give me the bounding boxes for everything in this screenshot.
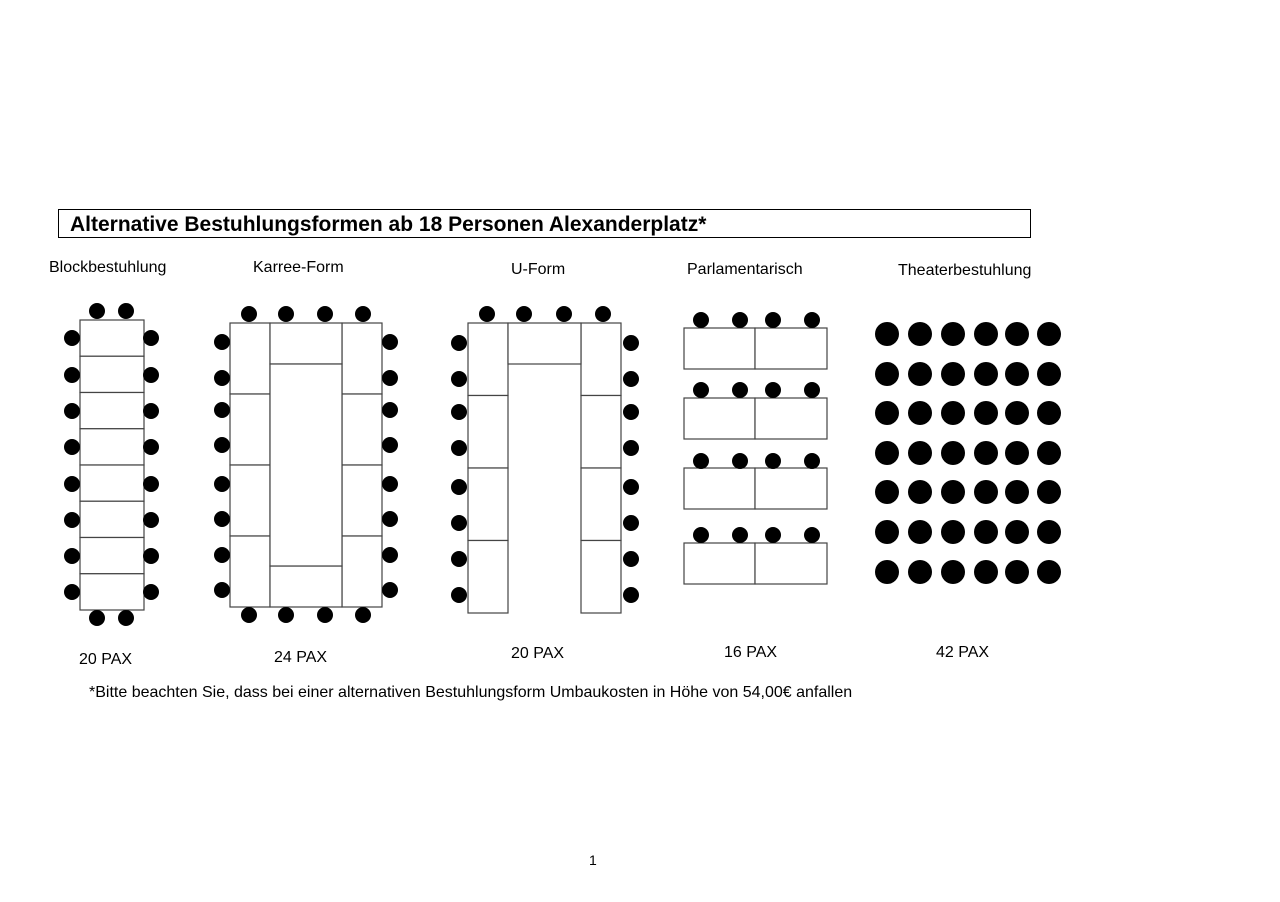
- chair: [941, 560, 965, 584]
- chair: [556, 306, 572, 322]
- table: [80, 393, 144, 429]
- chair: [623, 551, 639, 567]
- chair: [765, 312, 781, 328]
- chair: [214, 402, 230, 418]
- chair: [908, 322, 932, 346]
- chair: [941, 322, 965, 346]
- layout-name-parlamentarisch: Parlamentarisch: [687, 261, 803, 278]
- capacity-u-form: 20 PAX: [511, 645, 565, 662]
- chair: [89, 303, 105, 319]
- capacity-blockbestuhlung: 20 PAX: [79, 651, 133, 668]
- chair: [214, 547, 230, 563]
- chair: [118, 303, 134, 319]
- chair: [64, 476, 80, 492]
- chair: [214, 476, 230, 492]
- chair: [1037, 520, 1061, 544]
- chair: [143, 367, 159, 383]
- chair: [974, 560, 998, 584]
- table: [581, 396, 621, 469]
- chair: [941, 520, 965, 544]
- table: [468, 541, 508, 614]
- chair: [214, 582, 230, 598]
- chair: [875, 362, 899, 386]
- chair: [765, 453, 781, 469]
- chair: [623, 404, 639, 420]
- chair: [974, 480, 998, 504]
- chair: [693, 453, 709, 469]
- page-number: 1: [589, 852, 597, 868]
- chair: [355, 607, 371, 623]
- chair: [974, 362, 998, 386]
- chair: [1005, 322, 1029, 346]
- chair: [382, 511, 398, 527]
- chair: [623, 479, 639, 495]
- chair: [1005, 560, 1029, 584]
- table-center: [270, 364, 342, 566]
- footnote: *Bitte beachten Sie, dass bei einer alternativen Bestuhlungsform Umbaukosten in Höhe von 54,00€ anfallen: [89, 684, 853, 701]
- chair: [1005, 362, 1029, 386]
- table: [80, 320, 144, 356]
- page-title: Alternative Bestuhlungsformen ab 18 Personen Alexanderplatz*: [70, 213, 707, 236]
- table: [581, 541, 621, 614]
- chair: [143, 330, 159, 346]
- layout-name-theaterbestuhlung: Theaterbestuhlung: [898, 262, 1032, 279]
- chair: [941, 362, 965, 386]
- table: [755, 398, 827, 439]
- chair: [1005, 401, 1029, 425]
- table: [684, 328, 755, 369]
- chair: [241, 306, 257, 322]
- chair: [875, 560, 899, 584]
- chair: [908, 401, 932, 425]
- chair: [214, 370, 230, 386]
- chair: [623, 515, 639, 531]
- table: [342, 323, 382, 394]
- table: [342, 394, 382, 465]
- capacity-theaterbestuhlung: 42 PAX: [936, 644, 990, 661]
- chair: [355, 306, 371, 322]
- chair: [804, 312, 820, 328]
- diagram-u-form: [451, 306, 639, 613]
- chair: [214, 511, 230, 527]
- chair: [875, 401, 899, 425]
- chair: [875, 520, 899, 544]
- chair: [693, 527, 709, 543]
- table: [342, 465, 382, 536]
- table: [342, 536, 382, 607]
- chair: [908, 480, 932, 504]
- chair: [382, 334, 398, 350]
- chair: [278, 607, 294, 623]
- table: [755, 543, 827, 584]
- table: [468, 468, 508, 541]
- chair: [974, 322, 998, 346]
- table: [270, 323, 342, 364]
- chair: [241, 607, 257, 623]
- chair: [1037, 401, 1061, 425]
- layout-name-u-form: U-Form: [511, 261, 566, 278]
- chair: [875, 441, 899, 465]
- chair: [317, 607, 333, 623]
- chair: [1037, 441, 1061, 465]
- diagram-parlamentarisch: [684, 312, 827, 584]
- chair: [516, 306, 532, 322]
- chair: [765, 527, 781, 543]
- chair: [451, 515, 467, 531]
- chair: [732, 382, 748, 398]
- table: [230, 465, 270, 536]
- table: [80, 429, 144, 465]
- chair: [64, 367, 80, 383]
- chair: [732, 527, 748, 543]
- chair: [941, 401, 965, 425]
- chair: [451, 587, 467, 603]
- chair: [451, 551, 467, 567]
- chair: [64, 584, 80, 600]
- chair: [451, 371, 467, 387]
- chair: [623, 587, 639, 603]
- chair: [1005, 520, 1029, 544]
- table: [755, 328, 827, 369]
- table: [468, 323, 508, 396]
- chair: [908, 520, 932, 544]
- chair: [908, 441, 932, 465]
- chair: [732, 312, 748, 328]
- chair: [64, 548, 80, 564]
- chair: [214, 334, 230, 350]
- table: [230, 323, 270, 394]
- chair: [623, 371, 639, 387]
- layout-name-karree-form: Karree-Form: [253, 259, 344, 276]
- table: [230, 394, 270, 465]
- chair: [908, 362, 932, 386]
- chair: [693, 382, 709, 398]
- table: [684, 468, 755, 509]
- table: [270, 566, 342, 607]
- table: [230, 536, 270, 607]
- chair: [693, 312, 709, 328]
- chair: [479, 306, 495, 322]
- chair: [89, 610, 105, 626]
- table: [468, 396, 508, 469]
- capacity-karree-form: 24 PAX: [274, 649, 328, 666]
- chair: [382, 476, 398, 492]
- chair: [143, 548, 159, 564]
- chair: [143, 584, 159, 600]
- layout-name-blockbestuhlung: Blockbestuhlung: [49, 259, 167, 276]
- chair: [1005, 441, 1029, 465]
- diagram-karree-form: [214, 306, 398, 623]
- table: [508, 323, 581, 364]
- chair: [143, 476, 159, 492]
- table: [80, 465, 144, 501]
- chair: [595, 306, 611, 322]
- chair: [804, 527, 820, 543]
- table: [581, 323, 621, 396]
- chair: [941, 480, 965, 504]
- chair: [317, 306, 333, 322]
- chair: [64, 330, 80, 346]
- chair: [143, 512, 159, 528]
- table: [80, 538, 144, 574]
- table: [80, 574, 144, 610]
- table: [684, 543, 755, 584]
- chair: [908, 560, 932, 584]
- table: [80, 356, 144, 392]
- chair: [382, 402, 398, 418]
- chair: [623, 335, 639, 351]
- chair: [451, 479, 467, 495]
- chair: [64, 512, 80, 528]
- table: [581, 468, 621, 541]
- chair: [143, 439, 159, 455]
- diagram-theaterbestuhlung: [875, 322, 1061, 584]
- chair: [214, 437, 230, 453]
- chair: [974, 441, 998, 465]
- chair: [451, 440, 467, 456]
- chair: [143, 403, 159, 419]
- chair: [278, 306, 294, 322]
- capacity-parlamentarisch: 16 PAX: [724, 644, 778, 661]
- chair: [974, 401, 998, 425]
- chair: [875, 480, 899, 504]
- chair: [1037, 480, 1061, 504]
- diagram-blockbestuhlung: [64, 303, 159, 626]
- chair: [64, 403, 80, 419]
- chair: [1005, 480, 1029, 504]
- chair: [451, 335, 467, 351]
- table: [80, 501, 144, 537]
- chair: [382, 370, 398, 386]
- chair: [382, 547, 398, 563]
- chair: [451, 404, 467, 420]
- chair: [64, 439, 80, 455]
- chair: [804, 382, 820, 398]
- chair: [765, 382, 781, 398]
- chair: [1037, 362, 1061, 386]
- chair: [118, 610, 134, 626]
- table: [755, 468, 827, 509]
- chair: [974, 520, 998, 544]
- chair: [941, 441, 965, 465]
- chair: [1037, 560, 1061, 584]
- chair: [875, 322, 899, 346]
- chair: [382, 437, 398, 453]
- table: [684, 398, 755, 439]
- chair: [804, 453, 820, 469]
- chair: [382, 582, 398, 598]
- chair: [623, 440, 639, 456]
- chair: [732, 453, 748, 469]
- chair: [1037, 322, 1061, 346]
